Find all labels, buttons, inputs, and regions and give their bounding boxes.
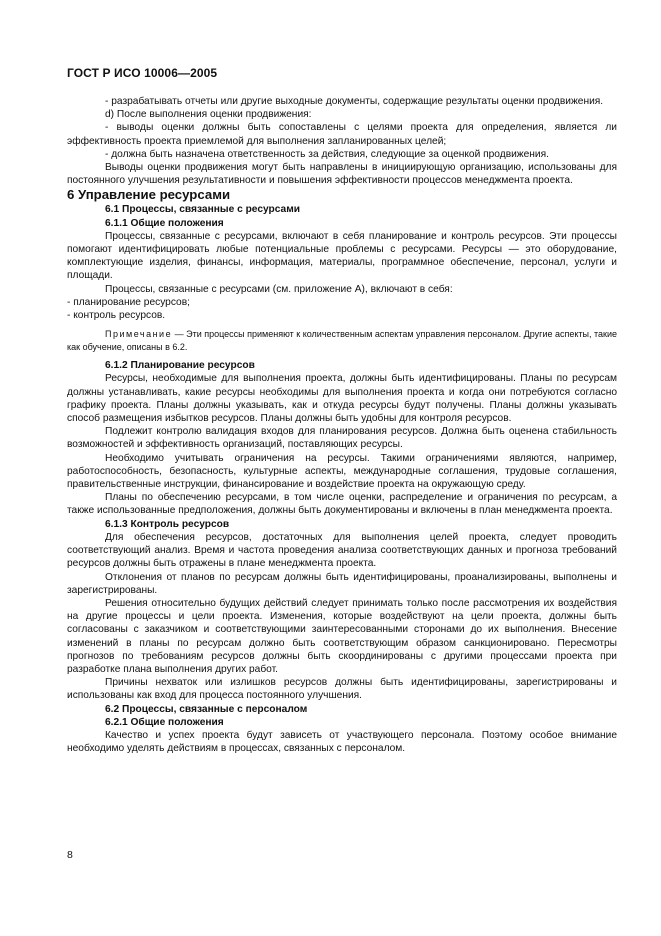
section-title: 6 Управление ресурсами bbox=[67, 187, 231, 203]
paragraph: Планы по обеспечению ресурсами, в том числе оценки, распределение и ограничения по ресурсам, а также использованные предположения, должны быть документированы и включены в план менеджмента проекта. bbox=[67, 492, 617, 517]
list-item: - планирование ресурсов; bbox=[67, 296, 190, 308]
paragraph: d) После выполнения оценки продвижения: bbox=[105, 109, 312, 121]
page-number: 8 bbox=[67, 849, 73, 861]
list-item: - контроль ресурсов. bbox=[67, 310, 166, 322]
paragraph: - выводы оценки должны быть сопоставлены с целями проекта для определения, является ли эффективность проекта приемлемой для выполнения запланированных целей; bbox=[67, 122, 617, 147]
document-header: ГОСТ Р ИСО 10006—2005 bbox=[67, 66, 218, 80]
subsection-heading: 6.1.3 Контроль ресурсов bbox=[105, 518, 230, 530]
paragraph: Необходимо учитывать ограничения на ресурсы. Такими ограничениями являются, например, работоспособность, безопасность, культурные аспекты, международные соглашения, трудовые соглашения, правительственные инструкции, финансирование и воздействие проекта на окружающую среду. bbox=[67, 452, 617, 491]
paragraph: Процессы, связанные с ресурсами, включают в себя планирование и контроль ресурсов. Эти процессы помогают идентифицировать любые потенциальные проблемы с ресурсами. Ресурсы — это оборудование, комплектующие изделия, финансы, информация, материалы, программное обеспечение, персонал, услуги и площади. bbox=[67, 230, 617, 282]
subsection-heading: 6.1 Процессы, связанные с ресурсами bbox=[105, 204, 301, 216]
paragraph: Для обеспечения ресурсов, достаточных для выполнения целей проекта, следует проводить соответствующий анализ. Время и частота проведения анализа соответствующих данных и прогноза требований ресурсов должны быть отражены в плане менеджмента проекта. bbox=[67, 531, 617, 570]
document-body bbox=[67, 95, 617, 755]
subsection-heading: 6.1.1 Общие положения bbox=[105, 217, 224, 229]
subsection-heading: 6.2.1 Общие положения bbox=[105, 716, 224, 728]
note bbox=[67, 328, 617, 353]
paragraph: Процессы, связанные с ресурсами (см. приложение А), включают в себя: bbox=[105, 283, 453, 295]
paragraph: Решения относительно будущих действий следует принимать только после рассмотрения их воздействия на другие процессы и цели проекта. Изменения, которые воздействуют на цели проекта, должны быть согласованы с заказчиком и соответствующими заинтересованными сторонами до их выполнения. Внесение изменений в планы по ресурсам должно быть соответствующим образом санкционировано. Пересмотры прогнозов по требованиям ресурсов должны быть скоординированы с другими процессами проекта при разработке плана выполнения других работ. bbox=[67, 597, 617, 675]
note-label: Примечание bbox=[105, 329, 173, 340]
paragraph: Подлежит контролю валидация входов для планирования ресурсов. Должна быть оценена стабильность возможностей и эффективность организаций, поставляющих ресурсы. bbox=[67, 426, 617, 451]
paragraph: Отклонения от планов по ресурсам должны быть идентифицированы, проанализированы, выполнены и зарегистрированы. bbox=[67, 571, 617, 596]
paragraph: Причины нехваток или излишков ресурсов должны быть идентифицированы, зарегистрированы и использованы как вход для процесса постоянного улучшения. bbox=[67, 677, 617, 702]
paragraph: Выводы оценки продвижения могут быть направлены в инициирующую организацию, использованы для постоянного улучшения результативности и повышения эффективности процессов менеджмента проекта. bbox=[67, 162, 617, 187]
paragraph: Качество и успех проекта будут зависеть от участвующего персонала. Поэтому особое внимание необходимо уделять действиям в процессах, связанных с персоналом. bbox=[67, 729, 617, 755]
subsection-heading: 6.1.2 Планирование ресурсов bbox=[105, 360, 255, 372]
paragraph: Ресурсы, необходимые для выполнения проекта, должны быть идентифицированы. Планы по ресурсам должны устанавливать, какие ресурсы необходимы для выполнения проекта и когда они потребуются согласно графику проекта. Планы должны указывать, как и откуда ресурсы будут получены. Планы должны указывать способ размещения избытков ресурсов. Планы должны быть удобны для контроля ресурсов. bbox=[67, 373, 617, 425]
subsection-heading: 6.2 Процессы, связанные с персоналом bbox=[105, 703, 308, 715]
paragraph: - должна быть назначена ответственность за действия, следующие за оценкой продвижения. bbox=[105, 148, 549, 160]
note-text: — Эти процессы применяют к количественным аспектам управления персоналом. Другие аспекты, такие как обучение, описаны в 6.2. bbox=[67, 329, 617, 352]
paragraph: - разрабатывать отчеты или другие выходные документы, содержащие результаты оценки продвижения. bbox=[105, 96, 604, 107]
